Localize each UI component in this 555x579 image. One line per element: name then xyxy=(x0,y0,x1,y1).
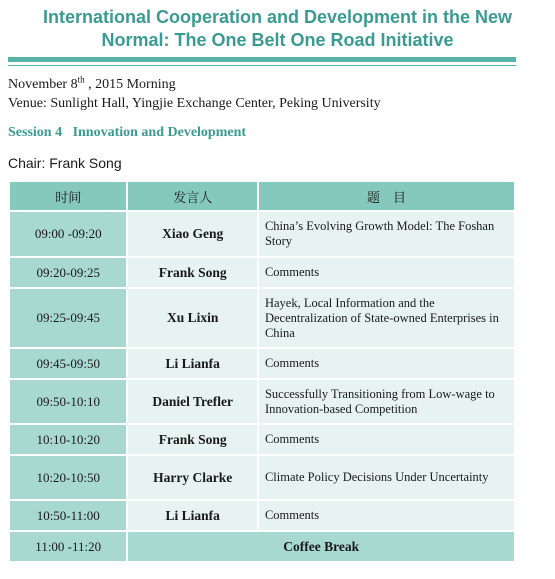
title-divider-thick xyxy=(8,57,516,62)
row-speaker: Li Lianfa xyxy=(128,349,257,378)
date-ordinal: th xyxy=(77,74,85,85)
event-venue: Venue: Sunlight Hall, Yingjie Exchange Center, Peking University xyxy=(8,96,381,111)
row-time: 09:45-09:50 xyxy=(10,349,126,378)
row-time: 09:50-10:10 xyxy=(10,380,126,423)
row-topic: Successfully Transitioning from Low-wage to Innovation-based Competition xyxy=(259,380,514,423)
table-row xyxy=(10,289,514,347)
row-speaker: Xu Lixin xyxy=(128,289,257,347)
header-time: 时间 xyxy=(10,182,126,210)
table-row xyxy=(10,258,514,287)
title-divider-thin xyxy=(8,65,516,66)
row-speaker: Harry Clarke xyxy=(128,456,257,499)
table-row xyxy=(10,425,514,454)
row-topic: Comments xyxy=(259,501,514,530)
break-time: 11:00 -11:20 xyxy=(10,532,126,561)
break-row xyxy=(10,532,514,561)
title-line-1: International Cooperation and Development in the New xyxy=(42,7,513,27)
row-speaker: Daniel Trefler xyxy=(128,380,257,423)
session-heading: Session 4 Innovation and Development xyxy=(8,125,247,140)
row-topic: China’s Evolving Growth Model: The Foshan Story xyxy=(259,212,514,256)
page-title xyxy=(0,6,555,52)
table-row xyxy=(10,456,514,499)
date-prefix: November 8 xyxy=(8,77,78,92)
row-topic: Hayek, Local Information and the Decentralization of State-owned Enterprises in China xyxy=(259,289,514,347)
title-line-2: Normal: The One Belt One Road Initiative xyxy=(101,30,454,50)
table-header-row xyxy=(10,182,514,210)
row-topic: Climate Policy Decisions Under Uncertainty xyxy=(259,456,514,499)
row-topic: Comments xyxy=(259,349,514,378)
event-date xyxy=(8,76,176,94)
table-row xyxy=(10,501,514,530)
row-time: 09:25-09:45 xyxy=(10,289,126,347)
row-speaker: Li Lianfa xyxy=(128,501,257,530)
row-speaker: Xiao Geng xyxy=(128,212,257,256)
row-time: 10:20-10:50 xyxy=(10,456,126,499)
header-topic: 题 目 xyxy=(259,182,514,210)
row-time: 09:00 -09:20 xyxy=(10,212,126,256)
row-topic: Comments xyxy=(259,258,514,287)
row-time: 09:20-09:25 xyxy=(10,258,126,287)
session-chair: Chair: Frank Song xyxy=(8,155,122,171)
date-suffix: , 2015 Morning xyxy=(84,77,176,92)
row-time: 10:50-11:00 xyxy=(10,501,126,530)
coffee-break-label: Coffee Break xyxy=(128,532,514,561)
row-speaker: Frank Song xyxy=(128,258,257,287)
table-row xyxy=(10,212,514,256)
table-row xyxy=(10,349,514,378)
row-time: 10:10-10:20 xyxy=(10,425,126,454)
schedule-table xyxy=(8,180,516,563)
table-row xyxy=(10,380,514,423)
row-topic: Comments xyxy=(259,425,514,454)
row-speaker: Frank Song xyxy=(128,425,257,454)
header-speaker: 发言人 xyxy=(128,182,257,210)
